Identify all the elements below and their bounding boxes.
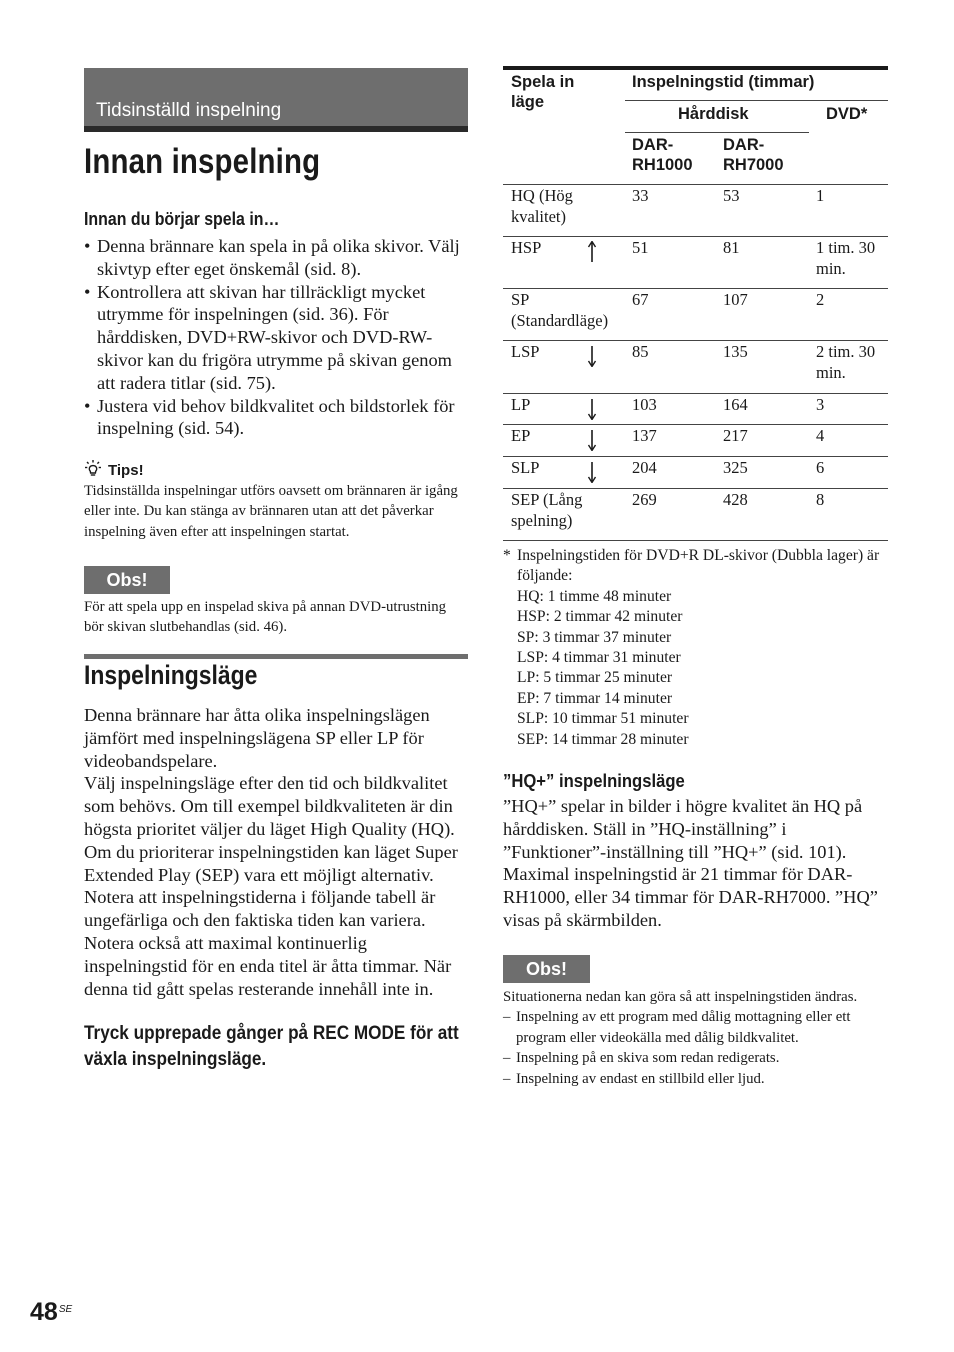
- footnote-item: HSP: 2 timmar 42 minuter: [517, 608, 683, 626]
- table-top-rule: [503, 66, 888, 70]
- cell-dvd: 2 tim. 30 min.: [816, 342, 876, 382]
- cell-mode: LP: [511, 395, 531, 414]
- footnote-item: SEP: 14 timmar 28 minuter: [517, 730, 689, 748]
- cell-mode: EP: [511, 426, 531, 445]
- arrow-down-icon: [587, 429, 597, 451]
- lightbulb-icon: [84, 459, 102, 482]
- section-header-bar: [84, 68, 468, 132]
- table-header-dvd: DVD*: [826, 105, 868, 123]
- footnote-item: EP: 7 timmar 14 minuter: [517, 689, 673, 707]
- cell-rh7000: 81: [723, 238, 740, 257]
- page-number-suffix: SE: [58, 1304, 73, 1315]
- cell-dvd: 2: [816, 290, 825, 309]
- footnote-list: [517, 587, 888, 750]
- list-item: • Kontrollera att skivan har tillräckligt mycket utrymme för inspelningen (sid. 36). För hårddisken, DVD+RW-skivor och DVD-RW-skivor kan du frigöra utrymme på skivan genom att radera titlar (sid. 75).: [84, 281, 468, 395]
- cell-dvd: 1: [816, 186, 825, 205]
- cell-mode: HQ (Hög kvalitet): [511, 186, 573, 226]
- footnote-item: LP: 5 timmar 25 minuter: [517, 669, 673, 687]
- cell-rh7000: 217: [723, 426, 748, 445]
- cell-rh1000: 51: [632, 238, 649, 257]
- cell-rh1000: 33: [632, 186, 649, 205]
- cell-rh1000: 67: [632, 290, 649, 309]
- table-header-mode: Spela in läge: [511, 73, 575, 111]
- tips-text: Tidsinställda inspelningar utförs oavsett om brännaren är igång eller inte. Du kan stänga av brännaren utan att det påverkar inspelning även efter att inspelningen startat.: [84, 483, 458, 540]
- note-badge: Obs!: [503, 955, 590, 983]
- cell-dvd: 3: [816, 395, 825, 414]
- table-bottom-rule: [503, 540, 888, 541]
- section-header-text: Tidsinställd inspelning: [96, 100, 282, 121]
- note2-block: [503, 987, 888, 1089]
- arrow-down-icon: [587, 345, 597, 367]
- footnote-item: HQ: 1 timme 48 minuter: [517, 587, 672, 605]
- table-divider: [625, 100, 888, 101]
- cell-dvd: 4: [816, 426, 825, 445]
- arrow-down-icon: [587, 461, 597, 483]
- table-row-rule: [503, 288, 888, 289]
- note2-intro: Situationerna nedan kan göra så att inspelningstiden ändras.: [503, 989, 858, 1005]
- cell-rh7000: 135: [723, 342, 748, 361]
- cell-rh1000: 269: [632, 490, 657, 509]
- footnote-item: SP: 3 timmar 37 minuter: [517, 628, 672, 646]
- list-item: – Inspelning av ett program med dålig mottagning eller ett program eller videokälla med dålig bildkvalitet.: [503, 1007, 888, 1048]
- table-row-rule: [503, 456, 888, 457]
- instruction-step: Tryck upprepade gånger på REC MODE för att växla inspelningsläge.: [84, 1022, 459, 1070]
- table-row-rule: [503, 424, 888, 425]
- table-header-recording-time: Inspelningstid (timmar): [632, 73, 815, 91]
- table-row-rule: [503, 340, 888, 341]
- cell-mode: HSP: [511, 238, 542, 257]
- before-recording-heading: Innan du börjar spela in…: [84, 208, 280, 229]
- arrow-up-icon: [587, 241, 597, 263]
- list-item: • Denna brännare kan spela in på olika skivor. Välj skivtyp efter eget önskemål (sid. 8).: [84, 235, 468, 281]
- arrow-down-icon: [587, 398, 597, 420]
- page-title: Innan inspelning: [84, 142, 321, 181]
- footnote-intro: Inspelningstiden för DVD+R DL-skivor (Dubbla lager) är följande:: [517, 547, 880, 585]
- list-item: – Inspelning på en skiva som redan redigerats.: [503, 1048, 888, 1068]
- note-badge: Obs!: [84, 566, 170, 594]
- note-text: För att spela upp en inspelad skiva på annan DVD-utrustning bör skivan slutbehandlas (sid. 46).: [84, 599, 447, 636]
- hq-plus-heading: ”HQ+” inspelningsläge: [503, 770, 685, 791]
- cell-rh1000: 85: [632, 342, 649, 361]
- table-header-model1: DAR-RH1000: [632, 136, 693, 174]
- section-rule: [84, 654, 468, 659]
- cell-rh1000: 204: [632, 458, 657, 477]
- footnote-item: SLP: 10 timmar 51 minuter: [517, 710, 689, 728]
- cell-rh7000: 428: [723, 490, 748, 509]
- hq-plus-text: ”HQ+” spelar in bilder i högre kvalitet än HQ på hårddisken. Ställ in ”HQ-inställning” i ”Funktioner”-inställning till ”HQ+” (sid. 101). Maximal inspelningstid är 21 timmar för DAR-RH1000, eller 34 timmar för DAR-RH7000. ”HQ” visas på skärmbilden.: [503, 796, 878, 930]
- table-header-hdd: Hårddisk: [678, 105, 749, 123]
- footnote-item: LSP: 4 timmar 31 minuter: [517, 649, 681, 667]
- cell-rh1000: 137: [632, 426, 657, 445]
- cell-rh7000: 107: [723, 290, 748, 309]
- cell-rh7000: 164: [723, 395, 748, 414]
- cell-mode: LSP: [511, 342, 540, 361]
- recording-mode-paragraph: Denna brännare har åtta olika inspelningslägen jämfört med inspelningslägena SP eller LP för videobandspelare. Välj inspelningsläge efter den tid och bildkvalitet som behövs. Om till exempel bildkvaliteten är din högsta prioritet väljer du läget High Quality (HQ). Om du prioriterar inspelningstiden kan läget Super Extended Play (SEP) vara ett möjligt alternativ. Notera att inspelningstiderna i följande tabell är ungefärliga och den faktiska tiden kan variera. Notera också att maximal kontinuerlig inspelningstid för en enda titel är åtta timmar. När denna tid gått spelas resterande innehåll inte in.: [84, 705, 458, 999]
- cell-dvd: 6: [816, 458, 825, 477]
- cell-rh1000: 103: [632, 395, 657, 414]
- table-header-model2: DAR-RH7000: [723, 136, 784, 174]
- list-item: – Inspelning av endast en stillbild eller ljud.: [503, 1069, 888, 1089]
- page-number: [30, 1298, 72, 1327]
- cell-mode: SEP (Lång spelning): [511, 490, 583, 530]
- cell-rh7000: 53: [723, 186, 740, 205]
- page-number-value: 48: [30, 1298, 58, 1326]
- cell-mode: SLP: [511, 458, 540, 477]
- note2-list: [503, 1007, 888, 1089]
- table-row-rule: [503, 488, 888, 489]
- cell-dvd: 8: [816, 490, 825, 509]
- cell-rh7000: 325: [723, 458, 748, 477]
- list-item: • Justera vid behov bildkvalitet och bildstorlek för inspelning (sid. 54).: [84, 395, 468, 441]
- table-row-rule: [503, 393, 888, 394]
- table-footnote: [503, 546, 888, 750]
- tips-heading: [84, 459, 144, 481]
- table-divider: [625, 132, 809, 133]
- before-recording-list: [84, 235, 468, 440]
- table-row-rule: [503, 184, 888, 185]
- footnote-marker: *: [503, 547, 511, 564]
- recording-mode-heading: Inspelningsläge: [84, 660, 258, 690]
- cell-mode: SP (Standardläge): [511, 290, 609, 330]
- cell-dvd: 1 tim. 30 min.: [816, 238, 876, 278]
- tips-label: Tips!: [108, 461, 144, 479]
- table-row-rule: [503, 236, 888, 237]
